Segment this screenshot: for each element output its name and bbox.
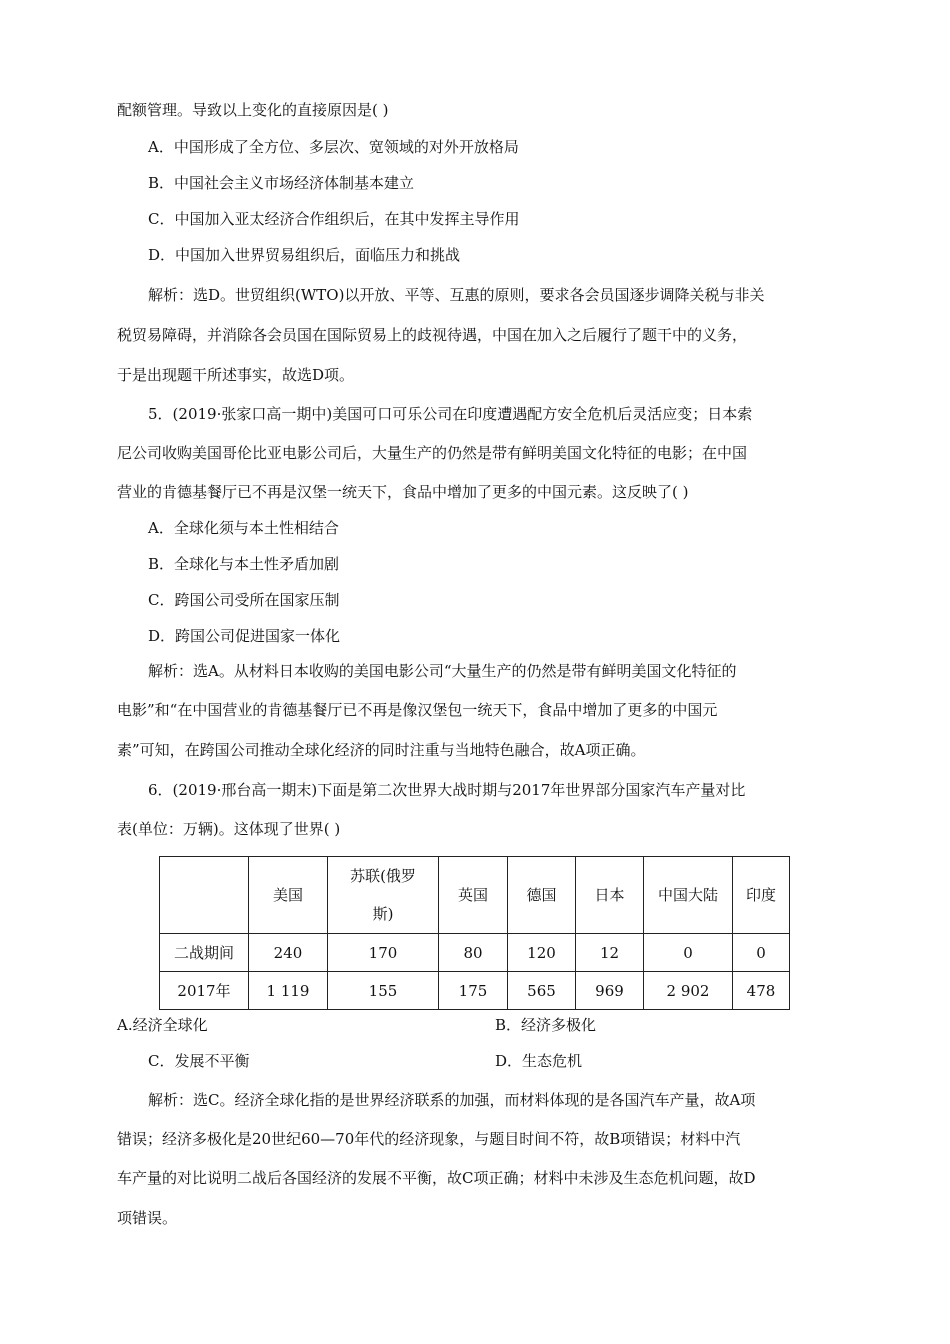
- table-header-cell: 印度: [733, 857, 790, 934]
- option-c: C．发展不平衡: [148, 1052, 250, 1070]
- table-header-cell: 中国大陆: [644, 857, 733, 934]
- table-cell: 80: [439, 934, 508, 972]
- table-header-cell: 日本: [576, 857, 644, 934]
- table-header-cell: [328, 857, 439, 934]
- option-a: A.经济全球化: [117, 1016, 208, 1034]
- table-cell: 240: [249, 934, 328, 972]
- car-production-table: [159, 856, 790, 1010]
- explanation-line: 于是出现题干所述事实，故选D项。: [117, 366, 355, 384]
- table-cell: 2017年: [160, 972, 249, 1010]
- table-cell: 120: [508, 934, 576, 972]
- option-c: C．中国加入亚太经济合作组织后，在其中发挥主导作用: [148, 210, 520, 228]
- question-text: 表(单位：万辆)。这体现了世界( ): [117, 820, 341, 838]
- table-row: [160, 972, 790, 1010]
- explanation-line: 车产量的对比说明二战后各国经济的发展不平衡，故C项正确；材料中未涉及生态危机问题，故D: [117, 1169, 756, 1187]
- table-cell: 175: [439, 972, 508, 1010]
- explanation-line: 错误；经济多极化是20世纪60—70年代的经济现象，与题目时间不符，故B项错误；材料中汽: [117, 1130, 741, 1148]
- table-header-row: [160, 857, 790, 934]
- table-cell: 12: [576, 934, 644, 972]
- table-cell: 0: [733, 934, 790, 972]
- option-b: B．全球化与本土性矛盾加剧: [148, 555, 340, 573]
- table-cell: 0: [644, 934, 733, 972]
- option-d: D．跨国公司促进国家一体化: [148, 627, 341, 645]
- option-b: B．经济多极化: [495, 1016, 597, 1034]
- explanation-line: 解析：选C。经济全球化指的是世界经济联系的加强，而材料体现的是各国汽车产量，故A项: [148, 1091, 756, 1109]
- question-text: 营业的肯德基餐厅已不再是汉堡一统天下，食品中增加了更多的中国元素。这反映了( ): [117, 483, 689, 501]
- explanation-line: 电影”和“在中国营业的肯德基餐厅已不再是像汉堡包一统天下，食品中增加了更多的中国元: [117, 701, 718, 719]
- table-cell: 969: [576, 972, 644, 1010]
- question-text: 尼公司收购美国哥伦比亚电影公司后，大量生产的仍然是带有鲜明美国文化特征的电影；在中国: [117, 444, 748, 462]
- explanation-line: 税贸易障碍，并消除各会员国在国际贸易上的歧视待遇，中国在加入之后履行了题干中的义务，: [117, 326, 748, 344]
- explanation-line: 素”可知，在跨国公司推动全球化经济的同时注重与当地特色融合，故A项正确。: [117, 741, 646, 759]
- table-header-text: 苏联(俄罗: [350, 867, 416, 885]
- text-line: 配额管理。导致以上变化的直接原因是( ): [117, 101, 389, 119]
- option-a: A．全球化须与本土性相结合: [148, 519, 339, 537]
- question-5: 5．(2019·张家口高一期中)美国可口可乐公司在印度遭遇配方安全危机后灵活应变；日本索: [148, 405, 753, 423]
- table-cell: 155: [328, 972, 439, 1010]
- table-cell: 1 119: [249, 972, 328, 1010]
- option-d: D．中国加入世界贸易组织后，面临压力和挑战: [148, 246, 461, 264]
- option-a: A．中国形成了全方位、多层次、宽领域的对外开放格局: [148, 138, 519, 156]
- table-cell: 2 902: [644, 972, 733, 1010]
- explanation-line: 项错误。: [117, 1209, 178, 1227]
- question-6: 6．(2019·邢台高一期末)下面是第二次世界大战时期与2017年世界部分国家汽车产量对比: [148, 781, 746, 799]
- table-cell: 478: [733, 972, 790, 1010]
- explanation-line: 解析：选A。从材料日本收购的美国电影公司“大量生产的仍然是带有鲜明美国文化特征的: [148, 662, 737, 680]
- table-header-cell: 美国: [249, 857, 328, 934]
- option-b: B．中国社会主义市场经济体制基本建立: [148, 174, 415, 192]
- option-d: D．生态危机: [495, 1052, 583, 1070]
- table-cell: 565: [508, 972, 576, 1010]
- explanation-line: 解析：选D。世贸组织(WTO)以开放、平等、互惠的原则，要求各会员国逐步调降关税与非关: [148, 286, 765, 304]
- table-row: [160, 934, 790, 972]
- option-c: C．跨国公司受所在国家压制: [148, 591, 340, 609]
- table-header-cell: 英国: [439, 857, 508, 934]
- table-header-cell: [160, 857, 249, 934]
- table-header-text: 斯): [372, 905, 394, 923]
- table-cell: 170: [328, 934, 439, 972]
- table-cell: 二战期间: [160, 934, 249, 972]
- table-header-cell: 德国: [508, 857, 576, 934]
